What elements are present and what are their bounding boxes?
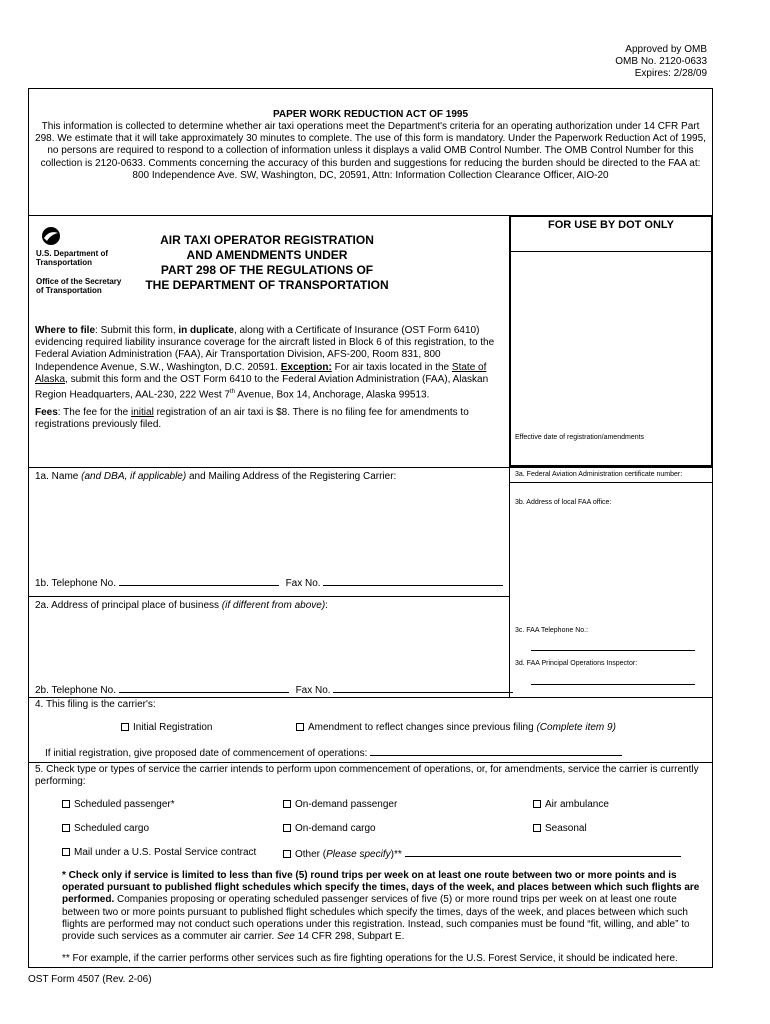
field-2b-fax-input[interactable] — [333, 683, 513, 693]
form-title-line-2: AND AMENDMENTS UNDER — [186, 248, 348, 262]
dot-logo-icon — [40, 226, 62, 246]
omb-number-line: OMB No. 2120-0633 — [615, 56, 707, 67]
dot-use-only-title: FOR USE BY DOT ONLY — [548, 219, 674, 231]
omb-approved-line: Approved by OMB — [625, 44, 707, 55]
dept-name: U.S. Department of Transportation — [36, 249, 109, 267]
field-1b-telephone-input[interactable] — [119, 576, 279, 586]
field-1b-label: 1b. Telephone No. — [35, 578, 116, 589]
section-4-divider — [28, 697, 713, 698]
effective-date-label: Effective date of registration/amendments — [515, 434, 645, 441]
office-name: Office of the Secretary of Transportation — [36, 277, 122, 295]
note-other: ** For example, if the carrier performs other services such as fire fighting operations for the U.S. Forest Service, it should be indicated here. — [62, 953, 678, 964]
field-1a-label — [35, 471, 396, 483]
where-text-1: : Submit this form, — [95, 325, 179, 336]
f2a-pre: 2a. Address of principal place of business — [35, 600, 222, 611]
field-3a-label: 3a. Federal Aviation Administration certificate number: — [515, 471, 683, 478]
service-scheduled-passenger[interactable] — [62, 799, 175, 811]
service-air-ambulance[interactable] — [533, 799, 609, 811]
form-title-line-4: THE DEPARTMENT OF TRANSPORTATION — [145, 278, 389, 292]
service-other[interactable] — [283, 847, 681, 861]
ondemand-passenger-checkbox[interactable] — [283, 800, 291, 808]
note-scheduled-see: See — [277, 931, 295, 943]
mail-label: Mail under a U.S. Postal Service contract — [74, 847, 257, 858]
field-1b-divider — [28, 596, 509, 597]
scheduled-cargo-checkbox[interactable] — [62, 824, 70, 832]
right-column-divider — [509, 467, 510, 697]
where-duplicate: in duplicate — [178, 325, 234, 336]
omb-expires-line: Expires: 2/28/09 — [634, 68, 707, 79]
scheduled-passenger-label: Scheduled passenger* — [74, 799, 175, 810]
fees-initial: initial — [131, 407, 154, 418]
section-1-divider — [28, 467, 713, 468]
fees-label: Fees — [35, 407, 58, 418]
initial-registration-option[interactable] — [121, 722, 212, 734]
field-2a-label — [35, 600, 328, 612]
field-3b-label: 3b. Address of local FAA office: — [515, 499, 612, 506]
dot-use-only-box — [509, 215, 713, 467]
note-scheduled-bold: * Check only if service is limited to less than five (5) round trips per week on at least one route between two or more points and is operated pursuant to published flight schedules which specify the times, days of the week, and places between which such flights are performed. — [62, 870, 700, 906]
other-italic: Please specify — [326, 849, 391, 860]
ondemand-cargo-label: On-demand cargo — [295, 823, 376, 834]
commencement-row — [45, 746, 622, 760]
fees-paragraph — [35, 407, 490, 431]
ondemand-passenger-label: On-demand passenger — [295, 799, 398, 810]
service-seasonal[interactable] — [533, 823, 587, 835]
commencement-date-input[interactable] — [370, 746, 622, 756]
initial-registration-checkbox[interactable] — [121, 723, 129, 731]
air-ambulance-label: Air ambulance — [545, 799, 609, 810]
scheduled-cargo-label: Scheduled cargo — [74, 823, 150, 834]
item-4-label: 4. This filing is the carrier's: — [35, 699, 156, 710]
other-specify-input[interactable] — [405, 847, 681, 857]
where-state-alaska: State of Alaska — [35, 361, 487, 385]
other-pre: Other ( — [295, 849, 327, 860]
scheduled-passenger-checkbox[interactable] — [62, 800, 70, 808]
section-5-divider — [28, 762, 713, 763]
note-scheduled — [62, 870, 707, 943]
service-ondemand-passenger[interactable] — [283, 799, 397, 811]
field-3c-label: 3c. FAA Telephone No.: — [515, 627, 589, 634]
ondemand-cargo-checkbox[interactable] — [283, 824, 291, 832]
field-2b-fax-label: Fax No. — [295, 685, 331, 696]
form-title-line-3: PART 298 OF THE REGULATIONS OF — [160, 263, 374, 277]
field-2b-label: 2b. Telephone No. — [35, 685, 116, 696]
field-3d-label: 3d. FAA Principal Operations Inspector: — [515, 660, 638, 667]
seasonal-checkbox[interactable] — [533, 824, 541, 832]
pwra-text: This information is collected to determine whether air taxi operations meet the Department's criteria for an operating authorization under 14 CFR Part 298. We estimate that it will take approximately 30 minutes to complete. The use of this form is mandatory. Under the Paperwork Reduction Act of 1995, no persons are required to respond to a collection of information unless it displays a valid OMB Control Number. The OMB Control Number for this collection is 2120-0633. Comments concerning the accuracy of this burden and suggestions for reducing the burden should be directed to the FAA at: 800 Independence Ave. SW, Washington, DC, 20591, Attn: Information Collection Clearance Officer, AIO-20 — [35, 121, 706, 181]
field-1b-fax-input[interactable] — [323, 576, 503, 586]
where-text-3: For air taxis located in the — [331, 361, 452, 373]
form-title-line-1: AIR TAXI OPERATOR REGISTRATION — [160, 233, 374, 247]
note-scheduled-rest: Companies proposing or operating scheduled passenger services of five (5) or more round trips per week on at least one route between two or more points pursuant to published flight schedules which specify the times, days of the week, and places between which such flights are performed may not conduct such operations under this registration. Instead, such companies must be found “fit, willing, and able” to provide such services as a commuter air carrier. — [62, 894, 690, 943]
fees-text-2: registration of an air taxi is $8. There is no filing fee for amendments to registrations previously filed. — [35, 407, 469, 431]
air-ambulance-checkbox[interactable] — [533, 800, 541, 808]
other-post: )** — [390, 849, 402, 860]
item-5-label: 5. Check type or types of service the carrier intends to perform upon commencement of operations, or, for amendments, service the carrier is currently performing: — [35, 764, 699, 788]
where-sup: th — [229, 389, 235, 396]
omb-approval-block — [507, 44, 707, 80]
f2a-italic: (if different from above) — [221, 600, 326, 611]
f2a-post: : — [325, 600, 328, 611]
field-1b-fax-label: Fax No. — [285, 578, 321, 589]
f1a-post: and Mailing Address of the Registering Carrier: — [186, 471, 397, 482]
other-checkbox[interactable] — [283, 850, 291, 858]
service-ondemand-cargo[interactable] — [283, 823, 376, 835]
field-3d-input[interactable] — [531, 684, 695, 685]
field-1b-row — [35, 576, 503, 590]
where-exception: Exception: — [280, 361, 332, 373]
where-to-file-paragraph — [35, 325, 500, 402]
commencement-label: If initial registration, give proposed date of commencement of operations: — [45, 748, 368, 759]
form-title — [122, 233, 412, 293]
fees-text-1: : The fee for the — [57, 407, 131, 418]
note-scheduled-end: 14 CFR 298, Subpart E. — [294, 931, 405, 943]
amendment-option[interactable] — [296, 722, 616, 734]
field-3a-divider — [509, 482, 713, 483]
field-2b-row — [35, 683, 513, 697]
pwra-title: PAPER WORK REDUCTION ACT OF 1995 — [272, 109, 469, 120]
initial-registration-label: Initial Registration — [133, 722, 213, 733]
where-text-4: , submit this form and the OST Form 6410 to the Federal Aviation Administration (FAA), Alaskan Region Headquarters, AAL-230, 222 West 7 — [35, 373, 489, 401]
where-to-file-label: Where to file — [35, 325, 96, 336]
form-number-footer: OST Form 4507 (Rev. 2-06) — [28, 974, 152, 985]
mail-checkbox[interactable] — [62, 848, 70, 856]
service-mail[interactable] — [62, 847, 256, 859]
where-text-5: Avenue, Box 14, Anchorage, Alaska 99513. — [234, 389, 430, 401]
amendment-italic: (Complete item 9) — [536, 722, 616, 733]
service-scheduled-cargo[interactable] — [62, 823, 149, 835]
seasonal-label: Seasonal — [545, 823, 587, 834]
dot-box-divider — [511, 251, 711, 252]
where-text-2: , along with a Certificate of Insurance (OST Form 6410) evidencing required liability insurance coverage for the aircraft listed in Block 6 of this registration, to the Federal Aviation Administration (FAA), Air Transportation Division, AFS-200, Room 831, 800 Independence Avenue, S.W., Washington, D.C. 20591. — [35, 325, 495, 373]
amendment-checkbox[interactable] — [296, 723, 304, 731]
f1a-pre: 1a. Name — [35, 471, 82, 482]
field-2b-telephone-input[interactable] — [119, 683, 289, 693]
f1a-italic: (and DBA, if applicable) — [81, 471, 187, 482]
field-3c-input[interactable] — [531, 650, 695, 651]
amendment-label: Amendment to reflect changes since previous filing — [308, 722, 537, 733]
